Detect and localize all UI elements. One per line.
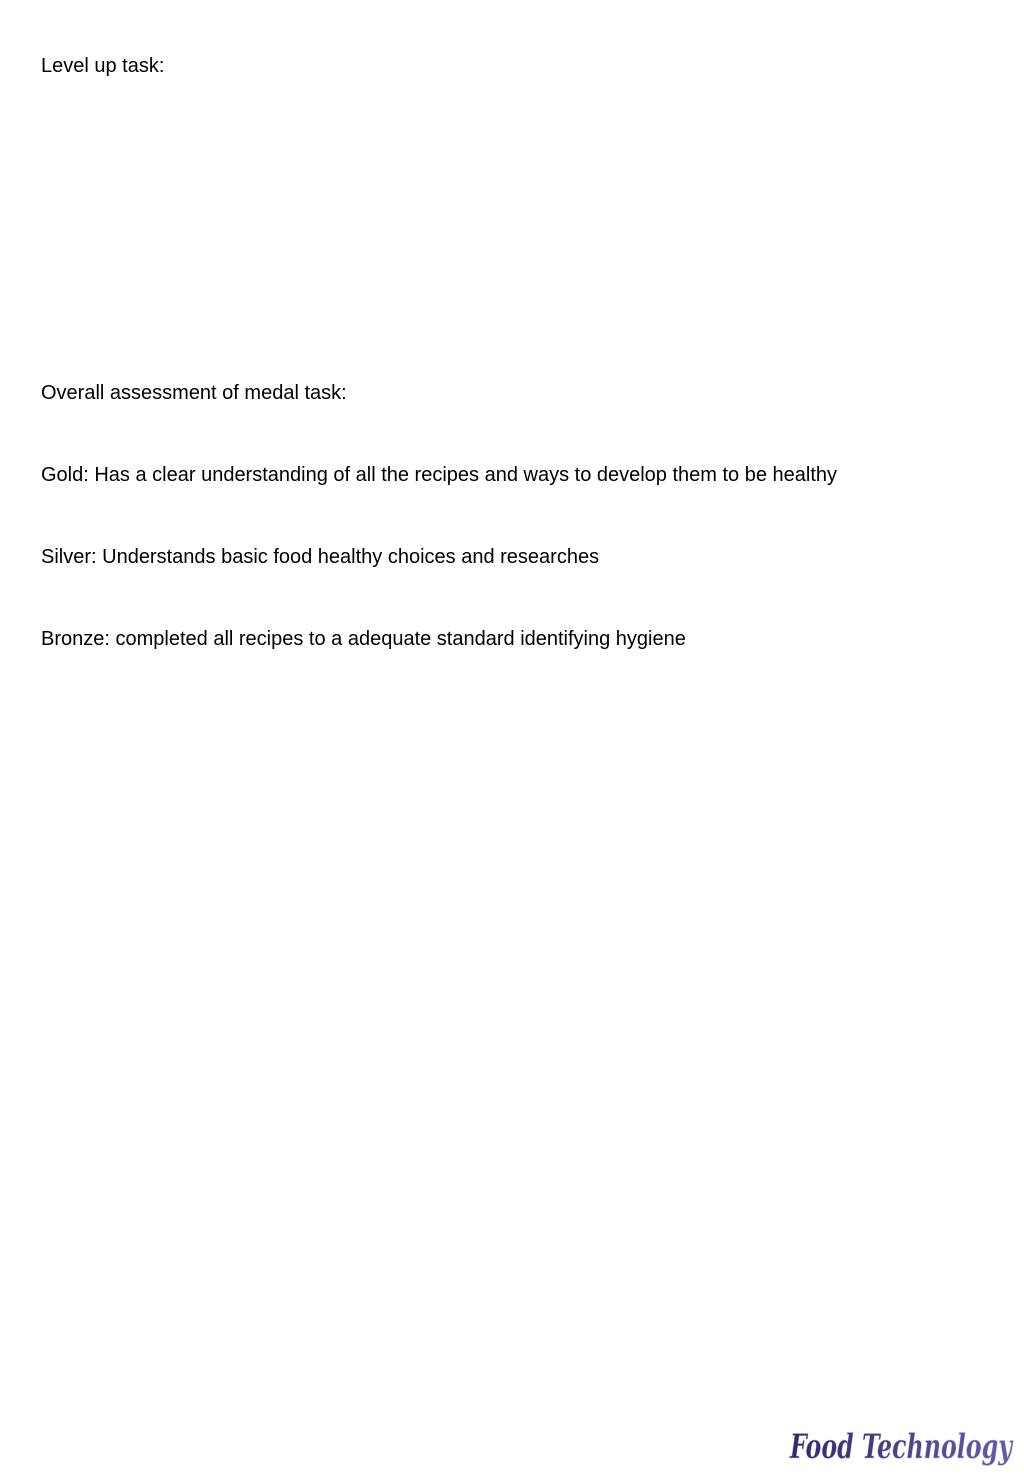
svg-text:Food Technology: Food Technology: [789, 1427, 1014, 1467]
level-up-task-label: Level up task:: [41, 55, 165, 77]
overall-assessment-label: Overall assessment of medal task:: [41, 382, 347, 404]
food-technology-logo: [788, 1420, 1016, 1476]
gold-medal-criteria: Gold: Has a clear understanding of all the recipes and ways to develop them to be healthy: [41, 464, 838, 486]
silver-medal-criteria: Silver: Understands basic food healthy choices and researches: [41, 546, 600, 568]
food-technology-wordmark: [788, 1420, 1016, 1476]
bronze-medal-criteria: Bronze: completed all recipes to a adequate standard identifying hygiene: [41, 628, 686, 650]
